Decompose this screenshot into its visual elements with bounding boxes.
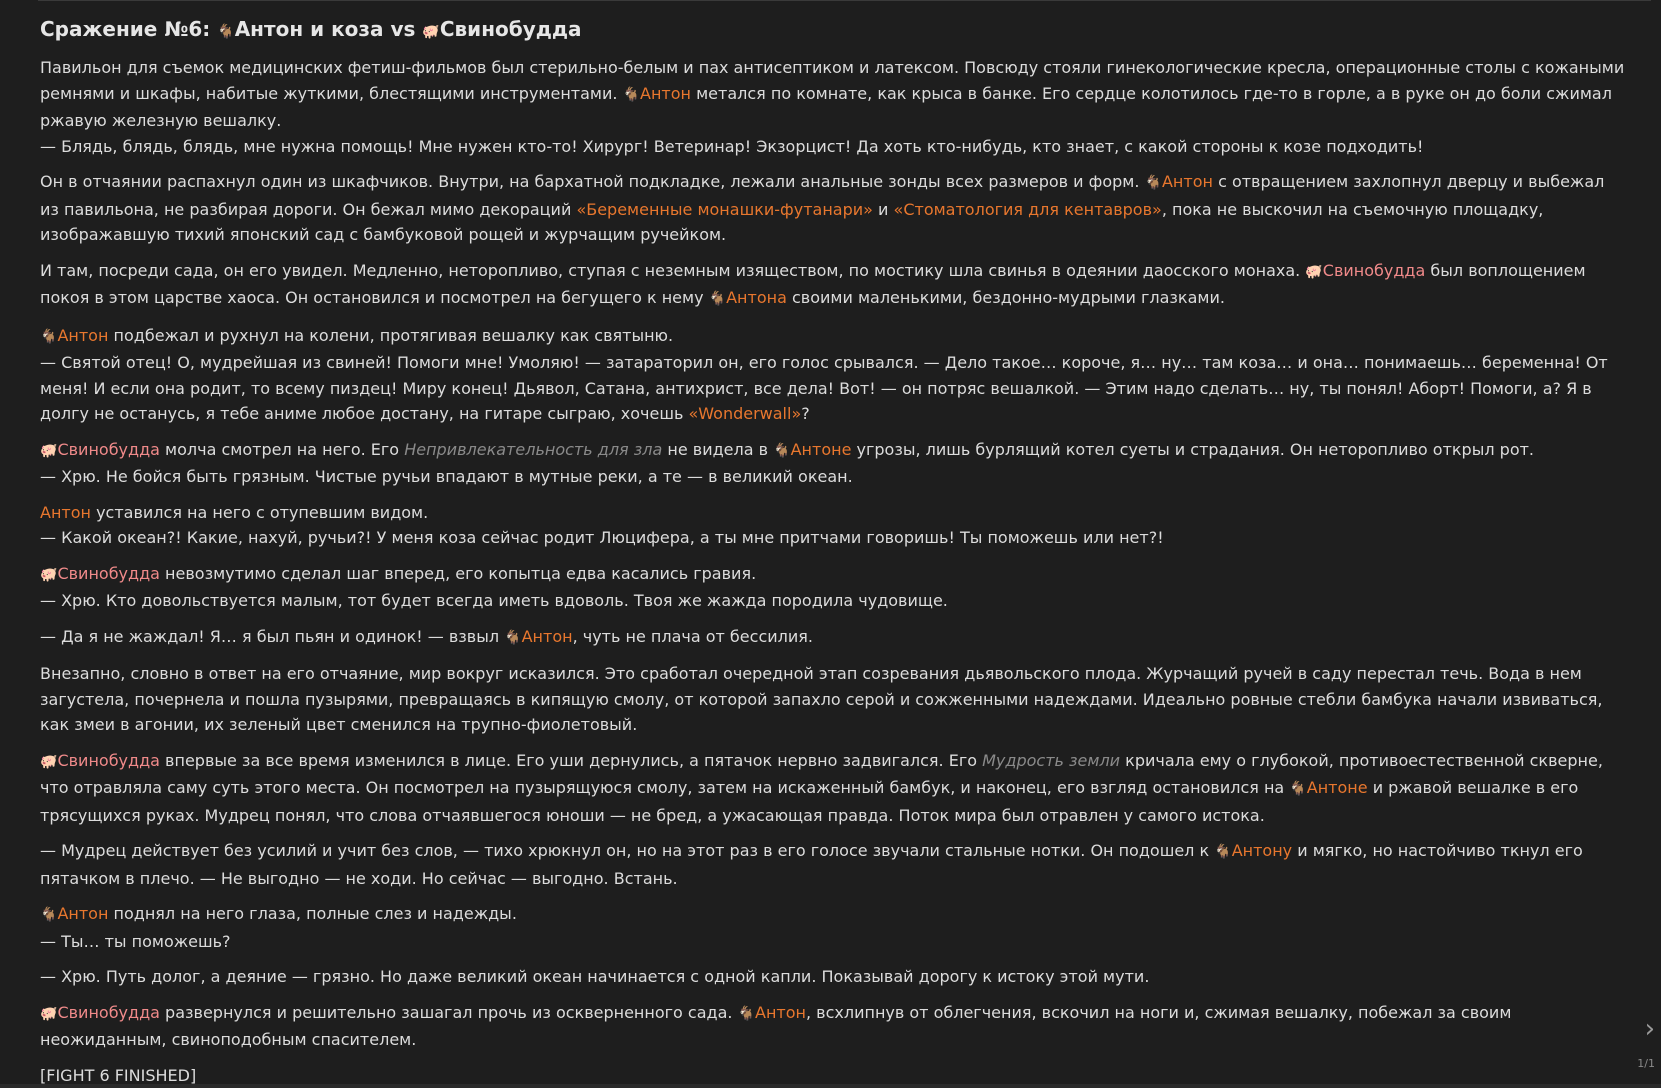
text: ? (801, 404, 810, 423)
goat-icon: 🐐 (1144, 175, 1162, 191)
paragraph-5 (40, 437, 1625, 490)
anton-name: Антоне (790, 439, 852, 459)
story-content (40, 14, 1625, 1088)
text: не видела в (667, 439, 769, 459)
goat-icon: 🐐 (40, 907, 58, 923)
fight-finished-label: [FIGHT 6 FINISHED] (40, 1065, 197, 1085)
goat-icon: 🐐 (40, 328, 58, 345)
text: и (878, 199, 889, 219)
svinobudda-name: Свинобудда (57, 439, 160, 459)
goat-icon: 🐐 (622, 86, 640, 103)
bottom-bar (0, 1084, 1661, 1088)
paragraph-3 (40, 258, 1625, 313)
paragraph-7 (40, 561, 1625, 614)
text: с отвращением захлопнул дверцу и выбежал из павильона, не разбирая дороги. Он бежал мимо декораций (40, 172, 1605, 219)
paragraph-13 (40, 964, 1625, 990)
paragraph-1 (40, 55, 1625, 159)
decoration-name: «Беременные монашки-футанари» (576, 199, 873, 219)
text: впервые за все время изменился в лице. Его уши дернулись, а пятачок нервно задвигался. Его (165, 750, 978, 770)
pig-icon: 🐖 (40, 442, 58, 459)
goat-icon: 🐐 (708, 291, 727, 307)
fight-title (40, 14, 1625, 47)
text: угрозы, лишь бурлящий котел суеты и страдания. Он неторопливо открыл рот. (856, 439, 1535, 459)
anton-name: Антону (1231, 841, 1293, 860)
anton-name: Антон (521, 626, 573, 646)
svinobudda-name: Свинобудда (57, 563, 160, 583)
text: молча смотрел на него. Его (165, 439, 400, 459)
anton-name: Антон (755, 1002, 806, 1022)
dialogue: — Какой океан?! Какие, нахуй, ручьи?! У меня коза сейчас родит Люцифера, а ты мне притчами говоришь! Ты поможешь или нет?! (40, 528, 1164, 547)
paragraph-11 (40, 838, 1625, 891)
text: своими маленькими, бездонно-мудрыми глазками. (791, 288, 1225, 307)
pig-icon: 🐖 (422, 24, 440, 40)
paragraph-10 (40, 748, 1625, 829)
anton-name: Антона (726, 288, 787, 307)
text: кричала ему о глубокой, противоестественной скверне, что отравляла саму суть этого места. Он посмотрел на пузырящуюся смолу, затем на искаженный бамбук, и наконец, его взгляд остановился на (40, 750, 1603, 797)
paragraph-14 (40, 1000, 1625, 1053)
text: И там, посреди сада, он его увидел. Медленно, неторопливо, ступая с неземным изяществом, по мостику шла свинья в одеянии даосского монаха. (40, 260, 1301, 280)
anton-name: Антон (40, 502, 91, 522)
dialogue: — Хрю. Не бойся быть грязным. Чистые ручьи впадают в мутные реки, а те — в великий океан. (40, 467, 853, 486)
pig-icon: 🐖 (1305, 263, 1323, 280)
text: и ржавой вешалке в его трясущихся руках. Мудрец понял, что слова отчаявшегося юноши — не бред, а ужасающая правда. Поток мира был отравлен у самого истока. (40, 778, 1579, 825)
svinobudda-name: Свинобудда (57, 750, 160, 770)
anton-name: Антон (1161, 172, 1213, 191)
skill-name: Непривлекательность для зла (404, 439, 663, 459)
anton-name: Антон (57, 325, 109, 345)
svinobudda-name: Свинобудда (1322, 260, 1426, 280)
goat-icon: 🐐 (217, 24, 235, 40)
dialogue: — Блядь, блядь, блядь, мне нужна помощь! Мне нужен кто-то! Хирург! Ветеринар! Экзорцист! Да хоть кто-нибудь, кто знает, с какой стороны к козе подходить! (40, 136, 1424, 156)
goat-icon: 🐐 (504, 629, 522, 646)
text: метался по комнате, как крыса в банке. Его сердце колотилось где-то в горле, а в руке он до боли сжимал ржавую железную вешалку. (40, 83, 1612, 130)
paragraph-6 (40, 500, 1625, 551)
anton-name: Антон (640, 83, 691, 103)
text: Внезапно, словно в ответ на его отчаяние, мир вокруг исказился. Это сработал очередной этап созревания дьявольского плода. Журчащий ручей в саду перестал течь. Вода в нем загустела, почернела и пошла пузырями, превращаясь в кипящую смолу, от которой запахло серой и сожженными надеждами. Идеально ровные стебли бамбука начали извиваться, как змеи в агонии, их зеленый цвет сменился на трупно-фиолетовый. (40, 664, 1603, 734)
text: , чуть не плача от бессилия. (572, 626, 813, 646)
paragraph-9 (40, 661, 1625, 738)
anton-name: Антон (57, 904, 109, 923)
paragraph-8 (40, 624, 1625, 652)
dialogue: — Святой отец! О, мудрейшая из свиней! Помоги мне! Умоляю! — затараторил он, его голос срывался. — Дело такое… короче, я… ну… там коза… и она… понимаешь… беременна! От меня! И если она родит, то всему пиздец! Миру конец! Дьявол, Сатана, антихрист, все дела! Вот! — он потряс вешалкой. — Этим надо сделать… ну, ты понял! Аборт! Помоги, а? Я в долгу не останусь, я тебе аниме любое достану, на гитаре сыграю, хочешь (40, 353, 1608, 423)
title-name1: Антон и коза vs (234, 17, 416, 41)
pig-icon: 🐖 (40, 1005, 58, 1022)
text: , всхлипнув от облегчения, вскочил на ноги и, сжимая вешалку, побежал за своим неожиданным, свиноподобным спасителем. (40, 1002, 1512, 1049)
text: уставился на него с отупевшим видом. (96, 502, 429, 522)
text: подбежал и рухнул на колени, протягивая вешалку как святыню. (113, 325, 674, 345)
page-counter: 1/1 (1637, 1056, 1655, 1070)
title-prefix: Сражение №6: (40, 17, 211, 41)
anton-name: Антоне (1306, 778, 1368, 797)
paragraph-2 (40, 169, 1625, 248)
text: Павильон для съемок медицинских фетиш-фильмов был стерильно-белым и пах антисептиком и латексом. Повсюду стояли гинекологические кресла, операционные столы с кожаными ремнями и шкафы, набитые жуткими, блестящими инструментами. (40, 58, 1625, 103)
svinobudda-name: Свинобудда (57, 1002, 160, 1022)
goat-icon: 🐐 (773, 442, 791, 459)
text: , пока не выскочил на съемочную площадку, изображавшую тихий японский сад с бамбуковой рощей и журчащим ручейком. (40, 199, 1544, 244)
chevron-right-icon[interactable]: › (1644, 1013, 1655, 1044)
skill-name: Мудрость земли (982, 750, 1121, 770)
dialogue: — Мудрец действует без усилий и учит без слов, — тихо хрюкнул он, но на этот раз в его голосе звучали стальные нотки. Он подошел к (40, 841, 1210, 860)
paragraph-12 (40, 901, 1625, 954)
goat-icon: 🐐 (1289, 781, 1307, 797)
goat-icon: 🐐 (737, 1005, 755, 1022)
title-name2: Свинобудда (439, 17, 582, 41)
text: невозмутимо сделал шаг вперед, его копытца едва касались гравия. (165, 563, 757, 583)
dialogue: — Хрю. Путь долог, а деяние — грязно. Но даже великий океан начинается с одной капли. Показывай дорогу к истоку этой мути. (40, 967, 1150, 986)
dialogue: — Ты… ты поможешь? (40, 931, 231, 951)
text: и мягко, но настойчиво ткнул его пятачком в плечо. — Не выгодно — не ходи. Но сейчас — выгодно. Встань. (40, 841, 1583, 888)
text: поднял на него глаза, полные слез и надежды. (113, 904, 517, 923)
paragraph-4 (40, 323, 1625, 427)
dialogue: — Да я не жаждал! Я… я был пьян и одинок! — взвыл (40, 626, 500, 646)
text: был воплощением покоя в этом царстве хаоса. Он остановился и посмотрел на бегущего к нему (40, 260, 1586, 307)
dialogue: — Хрю. Кто довольствуется малым, тот будет всегда иметь вдоволь. Твоя же жажда породила чудовище. (40, 591, 948, 610)
text: Он в отчаянии распахнул один из шкафчиков. Внутри, на бархатной подкладке, лежали анальные зонды всех размеров и форм. (40, 172, 1140, 191)
goat-icon: 🐐 (1214, 844, 1232, 860)
pig-icon: 🐖 (40, 753, 58, 770)
text: развернулся и решительно зашагал прочь из оскверненного сада. (165, 1002, 733, 1022)
decoration-name: «Стоматология для кентавров» (893, 199, 1162, 219)
pig-icon: 🐖 (40, 566, 58, 583)
top-divider (38, 0, 1651, 5)
song-name: «Wonderwall» (688, 404, 802, 423)
